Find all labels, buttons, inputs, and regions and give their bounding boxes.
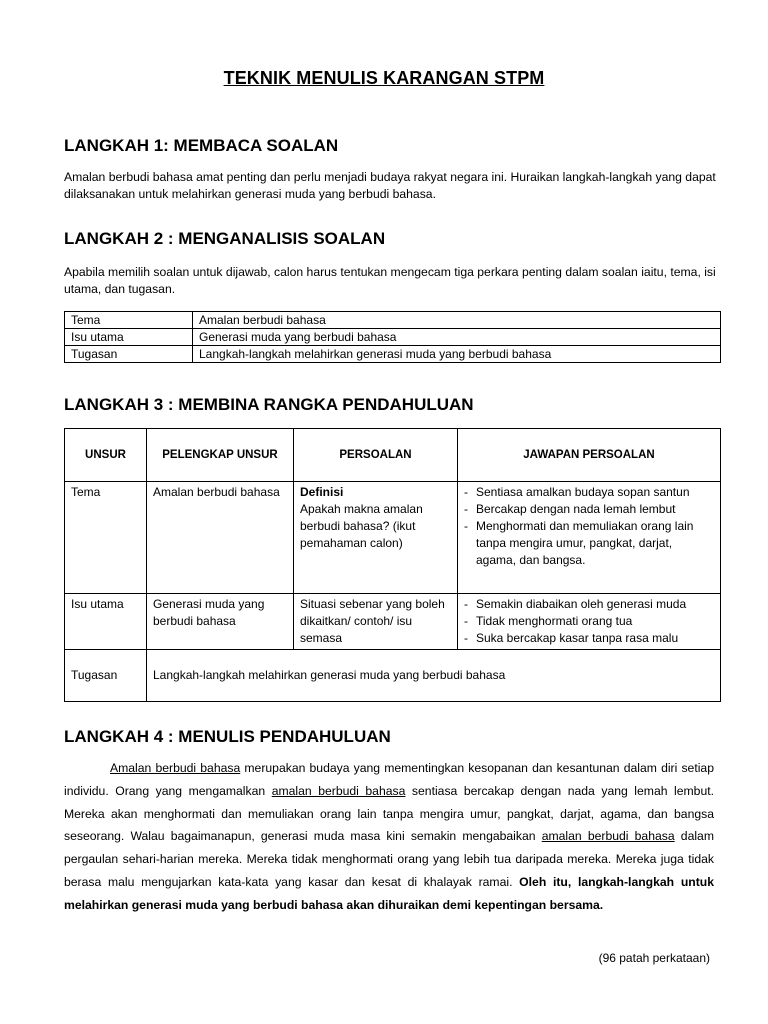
analysis-label-tema: Tema: [65, 312, 193, 329]
step1-question-text: Amalan berbudi bahasa amat penting dan perlu menjadi budaya rakyat negara ini. Huraikan langkah-langkah yang dapat dilaksanakan untuk melahirkan generasi muda yang berbudi bahasa.: [64, 170, 716, 201]
list-item: - Suka bercakap kasar tanpa rasa malu: [464, 630, 714, 647]
header-unsur: UNSUR: [65, 429, 147, 482]
essay-text: merupakan budaya yang mementingkan kesopanan dan kesantunan dalam diri setiap individu. Orang yang mengamalkan: [64, 761, 714, 798]
word-count: (96 patah perkataan): [598, 951, 710, 965]
analysis-value-tema: Amalan berbudi bahasa: [193, 312, 721, 329]
unsur-tema: Tema: [65, 482, 147, 594]
essay-keyword: amalan berbudi bahasa: [271, 783, 406, 798]
header-persoalan: PERSOALAN: [294, 429, 458, 482]
table-row: [65, 650, 721, 702]
analysis-label-isu-utama: Isu utama: [65, 329, 193, 346]
pelengkap-isu-utama: Generasi muda yang berbudi bahasa: [147, 594, 294, 650]
analysis-label-tugasan: Tugasan: [65, 346, 193, 363]
pelengkap-tema: Amalan berbudi bahasa: [147, 482, 294, 594]
jawapan-isu-utama: [458, 594, 721, 650]
table-row: [65, 312, 721, 329]
header-pelengkap-unsur: PELENGKAP UNSUR: [147, 429, 294, 482]
table-row: [65, 594, 721, 650]
essay-conclusion-sentence: Oleh itu, langkah-langkah untuk melahirkan generasi muda yang berbudi bahasa akan dihuraikan demi kepentingan bersama.: [64, 874, 714, 912]
step1-heading: LANGKAH 1: MEMBACA SOALAN: [64, 136, 339, 155]
introduction-outline-table: [64, 428, 721, 702]
page-title: TEKNIK MENULIS KARANGAN STPM: [223, 68, 545, 88]
unsur-tugasan: Tugasan: [65, 650, 147, 702]
persoalan-definisi-label: Definisi: [300, 485, 344, 499]
persoalan-tema-text: Apakah makna amalan berbudi bahasa? (ikut pemahaman calon): [300, 502, 423, 550]
table-header-row: [65, 429, 721, 482]
list-item: - Bercakap dengan nada lemah lembut: [464, 501, 714, 518]
jawapan-tema: [458, 482, 721, 594]
introduction-essay: [64, 757, 714, 917]
analysis-value-isu-utama: Generasi muda yang berbudi bahasa: [193, 329, 721, 346]
list-item: - Tidak menghormati orang tua: [464, 613, 714, 630]
list-item: - Sentiasa amalkan budaya sopan santun: [464, 484, 714, 501]
list-item: - Menghormati dan memuliakan orang lain tanpa mengira umur, pangkat, darjat, agama, dan bangsa.: [464, 518, 714, 569]
step4-heading: LANGKAH 4 : MENULIS PENDAHULUAN: [64, 727, 391, 746]
persoalan-tema: [294, 482, 458, 594]
tugasan-text: Langkah-langkah melahirkan generasi muda yang berbudi bahasa: [147, 650, 721, 702]
essay-text: dalam pergaulan sehari-harian mereka. Mereka tidak menghormati orang yang lebih tua daripada mereka. Mereka juga tidak berasa malu mengujarkan kata-kata yang kasar dan kesat di khalayak ramai.: [64, 829, 714, 889]
step2-instruction-text: Apabila memilih soalan untuk dijawab, calon harus tentukan mengecam tiga perkara penting dalam soalan iaitu, tema, isi utama, dan tugasan.: [64, 265, 716, 296]
analysis-table: [64, 311, 721, 363]
essay-text: sentiasa bercakap dengan nada yang lemah lembut. Mereka akan menghormati dan memuliakan orang lain tanpa mengira umur, pangkat, darjat, agama, dan bangsa seseorang. Walau bagaimanapun, generasi muda masa kini semakin mengabaikan: [64, 783, 715, 844]
step3-heading: LANGKAH 3 : MEMBINA RANGKA PENDAHULUAN: [64, 395, 474, 414]
step2-heading: LANGKAH 2 : MENGANALISIS SOALAN: [64, 229, 386, 248]
table-row: [65, 482, 721, 594]
list-item: - Semakin diabaikan oleh generasi muda: [464, 596, 714, 613]
essay-keyword: Amalan berbudi bahasa: [110, 761, 241, 775]
essay-keyword: amalan berbudi bahasa: [541, 829, 675, 844]
persoalan-isu-utama: Situasi sebenar yang boleh dikaitkan/ contoh/ isu semasa: [294, 594, 458, 650]
unsur-isu-utama: Isu utama: [65, 594, 147, 650]
header-jawapan-persoalan: JAWAPAN PERSOALAN: [458, 429, 721, 482]
analysis-value-tugasan: Langkah-langkah melahirkan generasi muda yang berbudi bahasa: [193, 346, 721, 363]
table-row: [65, 346, 721, 363]
table-row: [65, 329, 721, 346]
